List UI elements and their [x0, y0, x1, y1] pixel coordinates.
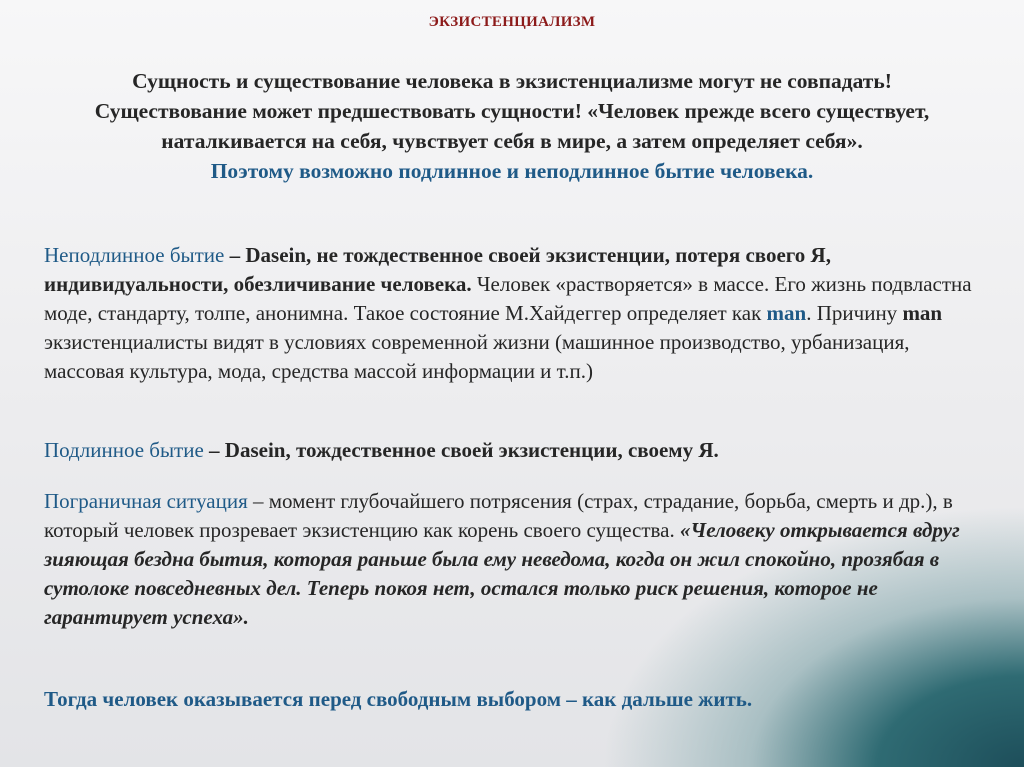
boundary-situation-paragraph: [44, 487, 984, 632]
final-statement: Тогда человек оказывается перед свободным выбором – как дальше жить.: [44, 687, 753, 711]
slide-heading: ЭКЗИСТЕНЦИАЛИЗМ: [428, 14, 596, 30]
inauthentic-being-text-2: . Причину: [806, 301, 903, 325]
authentic-being-definition: – Dasein, тождественное своей экзистенции, своему Я.: [203, 438, 719, 462]
intro-block: [60, 66, 964, 186]
inauthentic-being-paragraph: [44, 241, 984, 386]
man-term-1: man: [766, 301, 807, 325]
inauthentic-being-definition: – Dasein, не тождественное своей экзистенции, потеря своего Я, индивидуальности, обезличивание человека.: [44, 243, 831, 296]
inauthentic-being-term: Неподлинное бытие: [44, 243, 225, 267]
boundary-situation-term: Пограничная ситуация: [44, 489, 248, 513]
inauthentic-being-text-3: экзистенциалисты видят в условиях современной жизни (машинное производство, урбанизация, массовая культура, мода, средства массой информации и т.п.): [44, 330, 910, 383]
intro-conclusion: Поэтому возможно подлинное и неподлинное бытие человека.: [210, 159, 814, 183]
boundary-situation-quote: «Человеку открывается вдруг зияющая бездна бытия, которая раньше была ему неведома, когда он жил спокойно, прозябая в сутолоке повседневных дел. Теперь покоя нет, остался только риск решения, которое не гарантирует успеха».: [44, 518, 960, 629]
boundary-situation-text: – момент глубочайшего потрясения (страх, страдание, борьба, смерть и др.), в который человек прозревает экзистенцию как корень своего существа.: [44, 489, 953, 542]
intro-main-text: Сущность и существование человека в экзистенциализме могут не совпадать! Существование может предшествовать сущности! «Человек прежде всего существует, наталкивается на себя, чувствует себя в мире, а затем определяет себя».: [94, 69, 930, 153]
inauthentic-being-text-1: Человек «растворяется» в массе. Его жизнь подвластна моде, стандарту, толпе, анонимна. Такое состояние М.Хайдеггер определяет как: [44, 272, 972, 325]
man-term-2: man: [902, 301, 943, 325]
authentic-being-paragraph: [44, 436, 984, 465]
authentic-being-term: Подлинное бытие: [44, 438, 204, 462]
